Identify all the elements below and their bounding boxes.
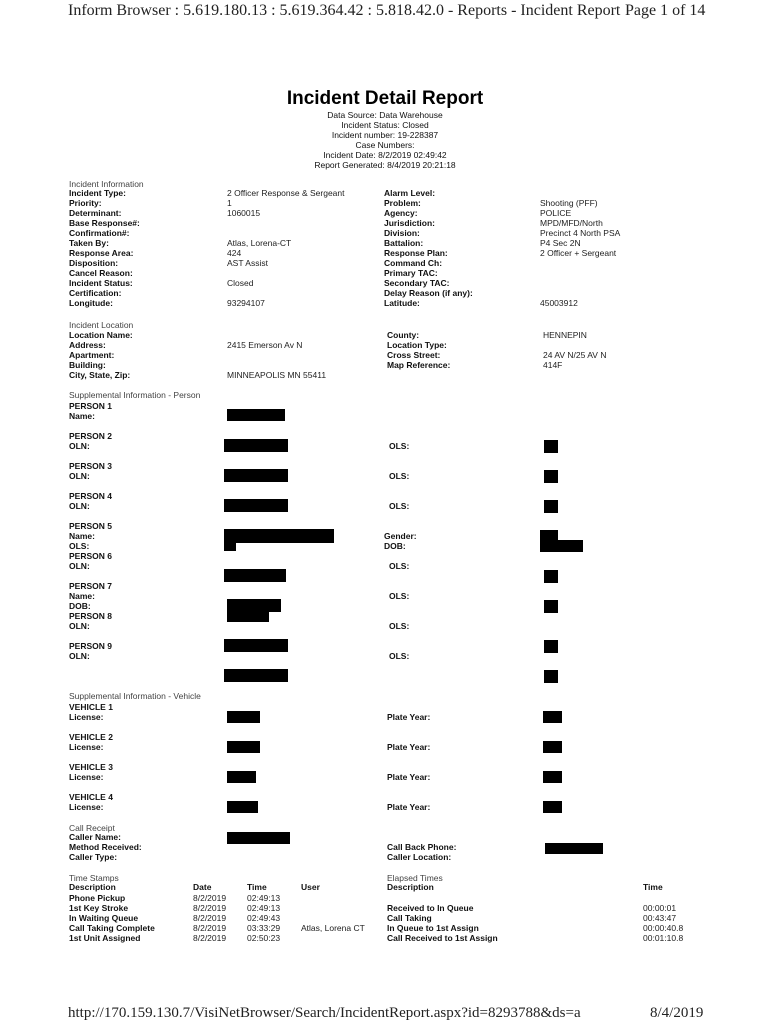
table-cell: 00:00:40.8 <box>643 923 684 933</box>
person-label: OLN: <box>69 651 90 661</box>
location-value: 414F <box>543 360 563 370</box>
redaction-caller-name <box>227 832 290 844</box>
person-title: PERSON 4 <box>69 491 112 501</box>
person-label: OLS: <box>389 471 410 481</box>
redaction-call-back-phone <box>545 843 603 854</box>
person-label: OLS: <box>389 591 410 601</box>
redaction-block <box>224 639 288 652</box>
person-label: OLN: <box>69 441 90 451</box>
vehicle-label: Plate Year: <box>387 712 431 722</box>
table-cell: Phone Pickup <box>69 893 126 903</box>
vehicle-label: Plate Year: <box>387 802 431 812</box>
redaction-block <box>227 611 269 622</box>
table-header: Description <box>69 882 116 892</box>
table-cell: 8/2/2019 <box>193 893 227 903</box>
redaction-block <box>227 711 260 723</box>
print-footer-date: 8/4/2019 <box>650 1005 704 1021</box>
redaction-block <box>224 469 288 482</box>
table-cell: 02:49:13 <box>247 903 281 913</box>
redaction-block <box>224 669 288 682</box>
info-value: 45003912 <box>540 298 578 308</box>
redaction-block <box>224 569 286 582</box>
person-label: OLS: <box>389 441 410 451</box>
redaction-block <box>543 801 562 813</box>
info-label: Disposition: <box>69 258 119 268</box>
info-value: 2 Officer Response & Sergeant <box>227 188 345 198</box>
info-value: Atlas, Lorena-CT <box>227 238 292 248</box>
info-label: Certification: <box>69 288 122 298</box>
person-title: PERSON 2 <box>69 431 112 441</box>
redaction-block <box>540 540 583 552</box>
info-value: 424 <box>227 248 242 258</box>
redaction-block <box>227 801 258 813</box>
redaction-block <box>544 440 558 453</box>
redaction-block <box>224 439 288 452</box>
person-label: OLS: <box>69 541 90 551</box>
person-label: OLS: <box>389 501 410 511</box>
info-value: Closed <box>227 278 254 288</box>
info-label: Command Ch: <box>384 258 443 268</box>
redaction-block <box>543 741 562 753</box>
info-label: Division: <box>384 228 420 238</box>
info-label: Secondary TAC: <box>384 278 450 288</box>
person-title: PERSON 6 <box>69 551 112 561</box>
meta-case-numbers: Case Numbers: <box>355 140 415 150</box>
info-value: MPD/MFD/North <box>540 218 603 228</box>
info-label: Primary TAC: <box>384 268 438 278</box>
meta-incident-status: Incident Status: Closed <box>341 120 429 130</box>
redaction-block <box>544 570 558 583</box>
person-label: OLS: <box>389 561 410 571</box>
print-header-title: Inform Browser : 5.619.180.13 : 5.619.364.42 : 5.818.42.0 - Reports - Incident Report <box>68 2 621 19</box>
table-cell: 02:49:43 <box>247 913 281 923</box>
vehicle-label: Plate Year: <box>387 742 431 752</box>
section-heading-persons: Supplemental Information - Person <box>69 390 201 400</box>
info-label: Determinant: <box>69 208 122 218</box>
report-meta <box>0 110 770 170</box>
info-label: Longitude: <box>69 298 113 308</box>
redaction-block <box>224 499 288 512</box>
location-label: Apartment: <box>69 350 115 360</box>
redaction-block <box>544 600 558 613</box>
person-title: PERSON 1 <box>69 401 112 411</box>
location-label: Cross Street: <box>387 350 441 360</box>
section-heading-elapsed-times: Elapsed Times <box>387 873 443 883</box>
person-label: OLS: <box>389 651 410 661</box>
table-cell: 8/2/2019 <box>193 923 227 933</box>
info-label: Battalion: <box>384 238 424 248</box>
location-label: Location Type: <box>387 340 447 350</box>
info-label: Incident Type: <box>69 188 126 198</box>
table-cell: Call Taking <box>387 913 432 923</box>
info-label: Confirmation#: <box>69 228 130 238</box>
location-value: HENNEPIN <box>543 330 587 340</box>
info-label: Base Response#: <box>69 218 140 228</box>
section-heading-call-receipt: Call Receipt <box>69 823 115 833</box>
redaction-block <box>544 500 558 513</box>
section-heading-time-stamps: Time Stamps <box>69 873 119 883</box>
info-label: Response Area: <box>69 248 134 258</box>
table-cell: Atlas, Lorena CT <box>301 923 365 933</box>
table-cell: In Waiting Queue <box>69 913 139 923</box>
info-value: 1 <box>227 198 232 208</box>
info-label: Agency: <box>384 208 418 218</box>
table-header: Date <box>193 882 212 892</box>
redaction-block <box>227 771 256 783</box>
table-cell: 8/2/2019 <box>193 933 227 943</box>
info-label: Cancel Reason: <box>69 268 133 278</box>
redaction-block <box>544 670 558 683</box>
redaction-block <box>544 470 558 483</box>
person-label: Name: <box>69 531 95 541</box>
section-heading-incident-information: Incident Information <box>69 179 144 189</box>
location-label: Address: <box>69 340 106 350</box>
location-label: County: <box>387 330 420 340</box>
person-label: Name: <box>69 591 95 601</box>
table-header: Time <box>643 882 663 892</box>
table-cell: 03:33:29 <box>247 923 281 933</box>
table-cell: 02:49:13 <box>247 893 281 903</box>
table-cell: 1st Unit Assigned <box>69 933 141 943</box>
vehicle-label: License: <box>69 772 104 782</box>
info-value: POLICE <box>540 208 572 218</box>
table-cell: 02:50:23 <box>247 933 281 943</box>
meta-incident-number: Incident number: 19-228387 <box>331 130 439 140</box>
table-cell: 1st Key Stroke <box>69 903 129 913</box>
vehicle-label: License: <box>69 802 104 812</box>
vehicle-title: VEHICLE 2 <box>69 732 113 742</box>
redaction-block <box>543 711 562 723</box>
table-header: User <box>301 882 320 892</box>
vehicle-label: Plate Year: <box>387 772 431 782</box>
redaction-block <box>227 409 285 421</box>
table-cell: 8/2/2019 <box>193 903 227 913</box>
location-label: Location Name: <box>69 330 133 340</box>
person-title: PERSON 8 <box>69 611 112 621</box>
table-cell: In Queue to 1st Assign <box>387 923 479 933</box>
info-value: 2 Officer + Sergeant <box>540 248 617 258</box>
location-label: City, State, Zip: <box>69 370 131 380</box>
person-label: DOB: <box>384 541 406 551</box>
info-value: P4 Sec 2N <box>540 238 581 248</box>
meta-report-generated: Report Generated: 8/4/2019 20:21:18 <box>314 160 456 170</box>
vehicle-title: VEHICLE 3 <box>69 762 113 772</box>
person-title: PERSON 9 <box>69 641 112 651</box>
person-label: Gender: <box>384 531 417 541</box>
info-label: Incident Status: <box>69 278 133 288</box>
table-cell: 8/2/2019 <box>193 913 227 923</box>
location-value: 2415 Emerson Av N <box>227 340 303 350</box>
person-title: PERSON 7 <box>69 581 112 591</box>
person-label: OLN: <box>69 501 90 511</box>
person-label: OLN: <box>69 621 90 631</box>
table-cell: 00:00:01 <box>643 903 677 913</box>
report-title: Incident Detail Report <box>286 88 484 109</box>
info-value: 93294107 <box>227 298 265 308</box>
redaction-block <box>224 529 334 543</box>
table-cell: 00:43:47 <box>643 913 677 923</box>
info-label: Taken By: <box>69 238 109 248</box>
person-label: OLN: <box>69 561 90 571</box>
info-value: Shooting (PFF) <box>540 198 598 208</box>
info-value: 1060015 <box>227 208 261 218</box>
table-cell: 00:01:10.8 <box>643 933 684 943</box>
info-label: Alarm Level: <box>384 188 436 198</box>
call-receipt-label: Caller Type: <box>69 852 118 862</box>
section-heading-vehicles: Supplemental Information - Vehicle <box>69 691 201 701</box>
vehicle-label: License: <box>69 712 104 722</box>
info-value: Precinct 4 North PSA <box>540 228 621 238</box>
redaction-block <box>227 741 260 753</box>
meta-data-source: Data Source: Data Warehouse <box>327 110 443 120</box>
info-label: Delay Reason (if any): <box>384 288 473 298</box>
table-cell: Call Taking Complete <box>69 923 155 933</box>
call-receipt-label: Caller Location: <box>387 852 452 862</box>
table-cell: Received to In Queue <box>387 903 474 913</box>
person-label: DOB: <box>69 601 91 611</box>
person-label: Name: <box>69 411 95 421</box>
info-label: Response Plan: <box>384 248 448 258</box>
info-label: Priority: <box>69 198 102 208</box>
location-label: Building: <box>69 360 106 370</box>
call-receipt-label: Method Received: <box>69 842 142 852</box>
redaction-block <box>224 541 236 551</box>
call-receipt-label: Call Back Phone: <box>387 842 457 852</box>
info-label: Jurisdiction: <box>384 218 436 228</box>
vehicle-title: VEHICLE 4 <box>69 792 113 802</box>
location-label: Map Reference: <box>387 360 451 370</box>
vehicle-label: License: <box>69 742 104 752</box>
location-value: 24 AV N/25 AV N <box>543 350 607 360</box>
person-label: OLN: <box>69 471 90 481</box>
print-header-page: Page 1 of 14 <box>625 2 706 19</box>
call-receipt-label: Caller Name: <box>69 832 121 842</box>
info-label: Latitude: <box>384 298 420 308</box>
info-value: AST Assist <box>227 258 268 268</box>
vehicle-title: VEHICLE 1 <box>69 702 113 712</box>
section-heading-incident-location: Incident Location <box>69 320 134 330</box>
meta-incident-date: Incident Date: 8/2/2019 02:49:42 <box>323 150 447 160</box>
redaction-block <box>543 771 562 783</box>
table-cell: Call Received to 1st Assign <box>387 933 498 943</box>
person-label: OLS: <box>389 621 410 631</box>
redaction-block <box>544 640 558 653</box>
info-label: Problem: <box>384 198 421 208</box>
table-header: Description <box>387 882 434 892</box>
table-header: Time <box>247 882 267 892</box>
location-value: MINNEAPOLIS MN 55411 <box>227 370 327 380</box>
person-title: PERSON 3 <box>69 461 112 471</box>
person-title: PERSON 5 <box>69 521 112 531</box>
print-footer-url: http://170.159.130.7/VisiNetBrowser/Search/IncidentReport.aspx?id=8293788&ds=a <box>68 1005 581 1021</box>
